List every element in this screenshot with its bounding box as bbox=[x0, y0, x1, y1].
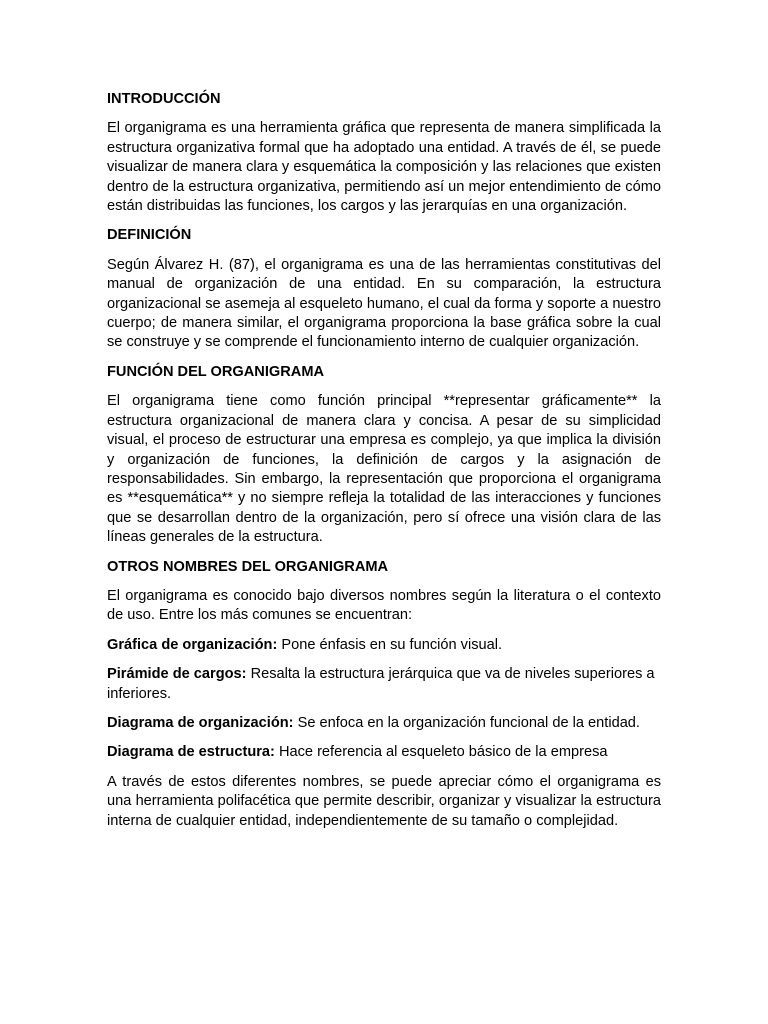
list-item bbox=[107, 665, 661, 704]
heading-funcion: FUNCIÓN DEL ORGANIGRAMA bbox=[107, 363, 325, 380]
paragraph-otros-nombres-intro: El organigrama es conocido bajo diversos nombres según la literatura o el contexto de uso. Entre los más comunes se encuentran: bbox=[107, 587, 661, 624]
list-item bbox=[107, 743, 661, 762]
paragraph-definicion: Según Álvarez H. (87), el organigrama es una de las herramientas constitutivas del manual de organización de una entidad. En su comparación, la estructura organizacional se asemeja al esqueleto humano, el cual da forma y soporte a nuestro cuerpo; de manera similar, el organigrama proporciona la base gráfica sobre la cual se construye y se comprende el funcionamiento interno de cualquier organización. bbox=[107, 256, 661, 351]
heading-definicion: DEFINICIÓN bbox=[107, 227, 192, 244]
list-item-description: Resalta la estructura jerárquica que va de niveles superiores a inferiores. bbox=[107, 666, 655, 702]
heading-otros-nombres: OTROS NOMBRES DEL ORGANIGRAMA bbox=[107, 558, 389, 575]
paragraph-funcion: El organigrama tiene como función principal **representar gráficamente** la estructura organizacional de manera clara y concisa. A pesar de su simplicidad visual, el proceso de estructurar una empresa es complejo, ya que implica la división y organización de funciones, la definición de cargos y la asignación de responsabilidades. Sin embargo, la representación que proporciona el organigrama es **esquemática** y no siempre refleja la totalidad de las interacciones y funciones que se desarrollan dentro de la organización, pero sí ofrece una visión clara de las líneas generales de la estructura. bbox=[107, 393, 661, 546]
list-item-description: Pone énfasis en su función visual. bbox=[277, 636, 503, 653]
list-item-description: Hace referencia al esqueleto básico de la empresa bbox=[274, 744, 608, 761]
list-item-term: Pirámide de cargos: bbox=[107, 666, 247, 683]
list-item-term: Gráfica de organización: bbox=[107, 636, 278, 653]
document-page bbox=[107, 90, 661, 841]
list-item-description: Se enfoca en la organización funcional de la entidad. bbox=[293, 714, 640, 731]
paragraph-closing: A través de estos diferentes nombres, se puede apreciar cómo el organigrama es una herramienta polifacética que permite describir, organizar y visualizar la estructura interna de cualquier entidad, independientemente de su tamaño o complejidad. bbox=[107, 773, 661, 829]
list-item bbox=[107, 636, 661, 655]
heading-introduccion: INTRODUCCIÓN bbox=[107, 91, 221, 107]
paragraph-introduccion: El organigrama es una herramienta gráfica que representa de manera simplificada la estructura organizativa formal que ha adoptado una entidad. A través de él, se puede visualizar de manera clara y esquemática la composición y las relaciones que existen dentro de la estructura organizativa, permitiendo así un mejor entendimiento de cómo están distribuidas las funciones, los cargos y las jerarquías en una organización. bbox=[107, 120, 661, 215]
list-item bbox=[107, 714, 661, 733]
list-item-term: Diagrama de estructura: bbox=[107, 744, 275, 761]
list-item-term: Diagrama de organización: bbox=[107, 714, 294, 731]
